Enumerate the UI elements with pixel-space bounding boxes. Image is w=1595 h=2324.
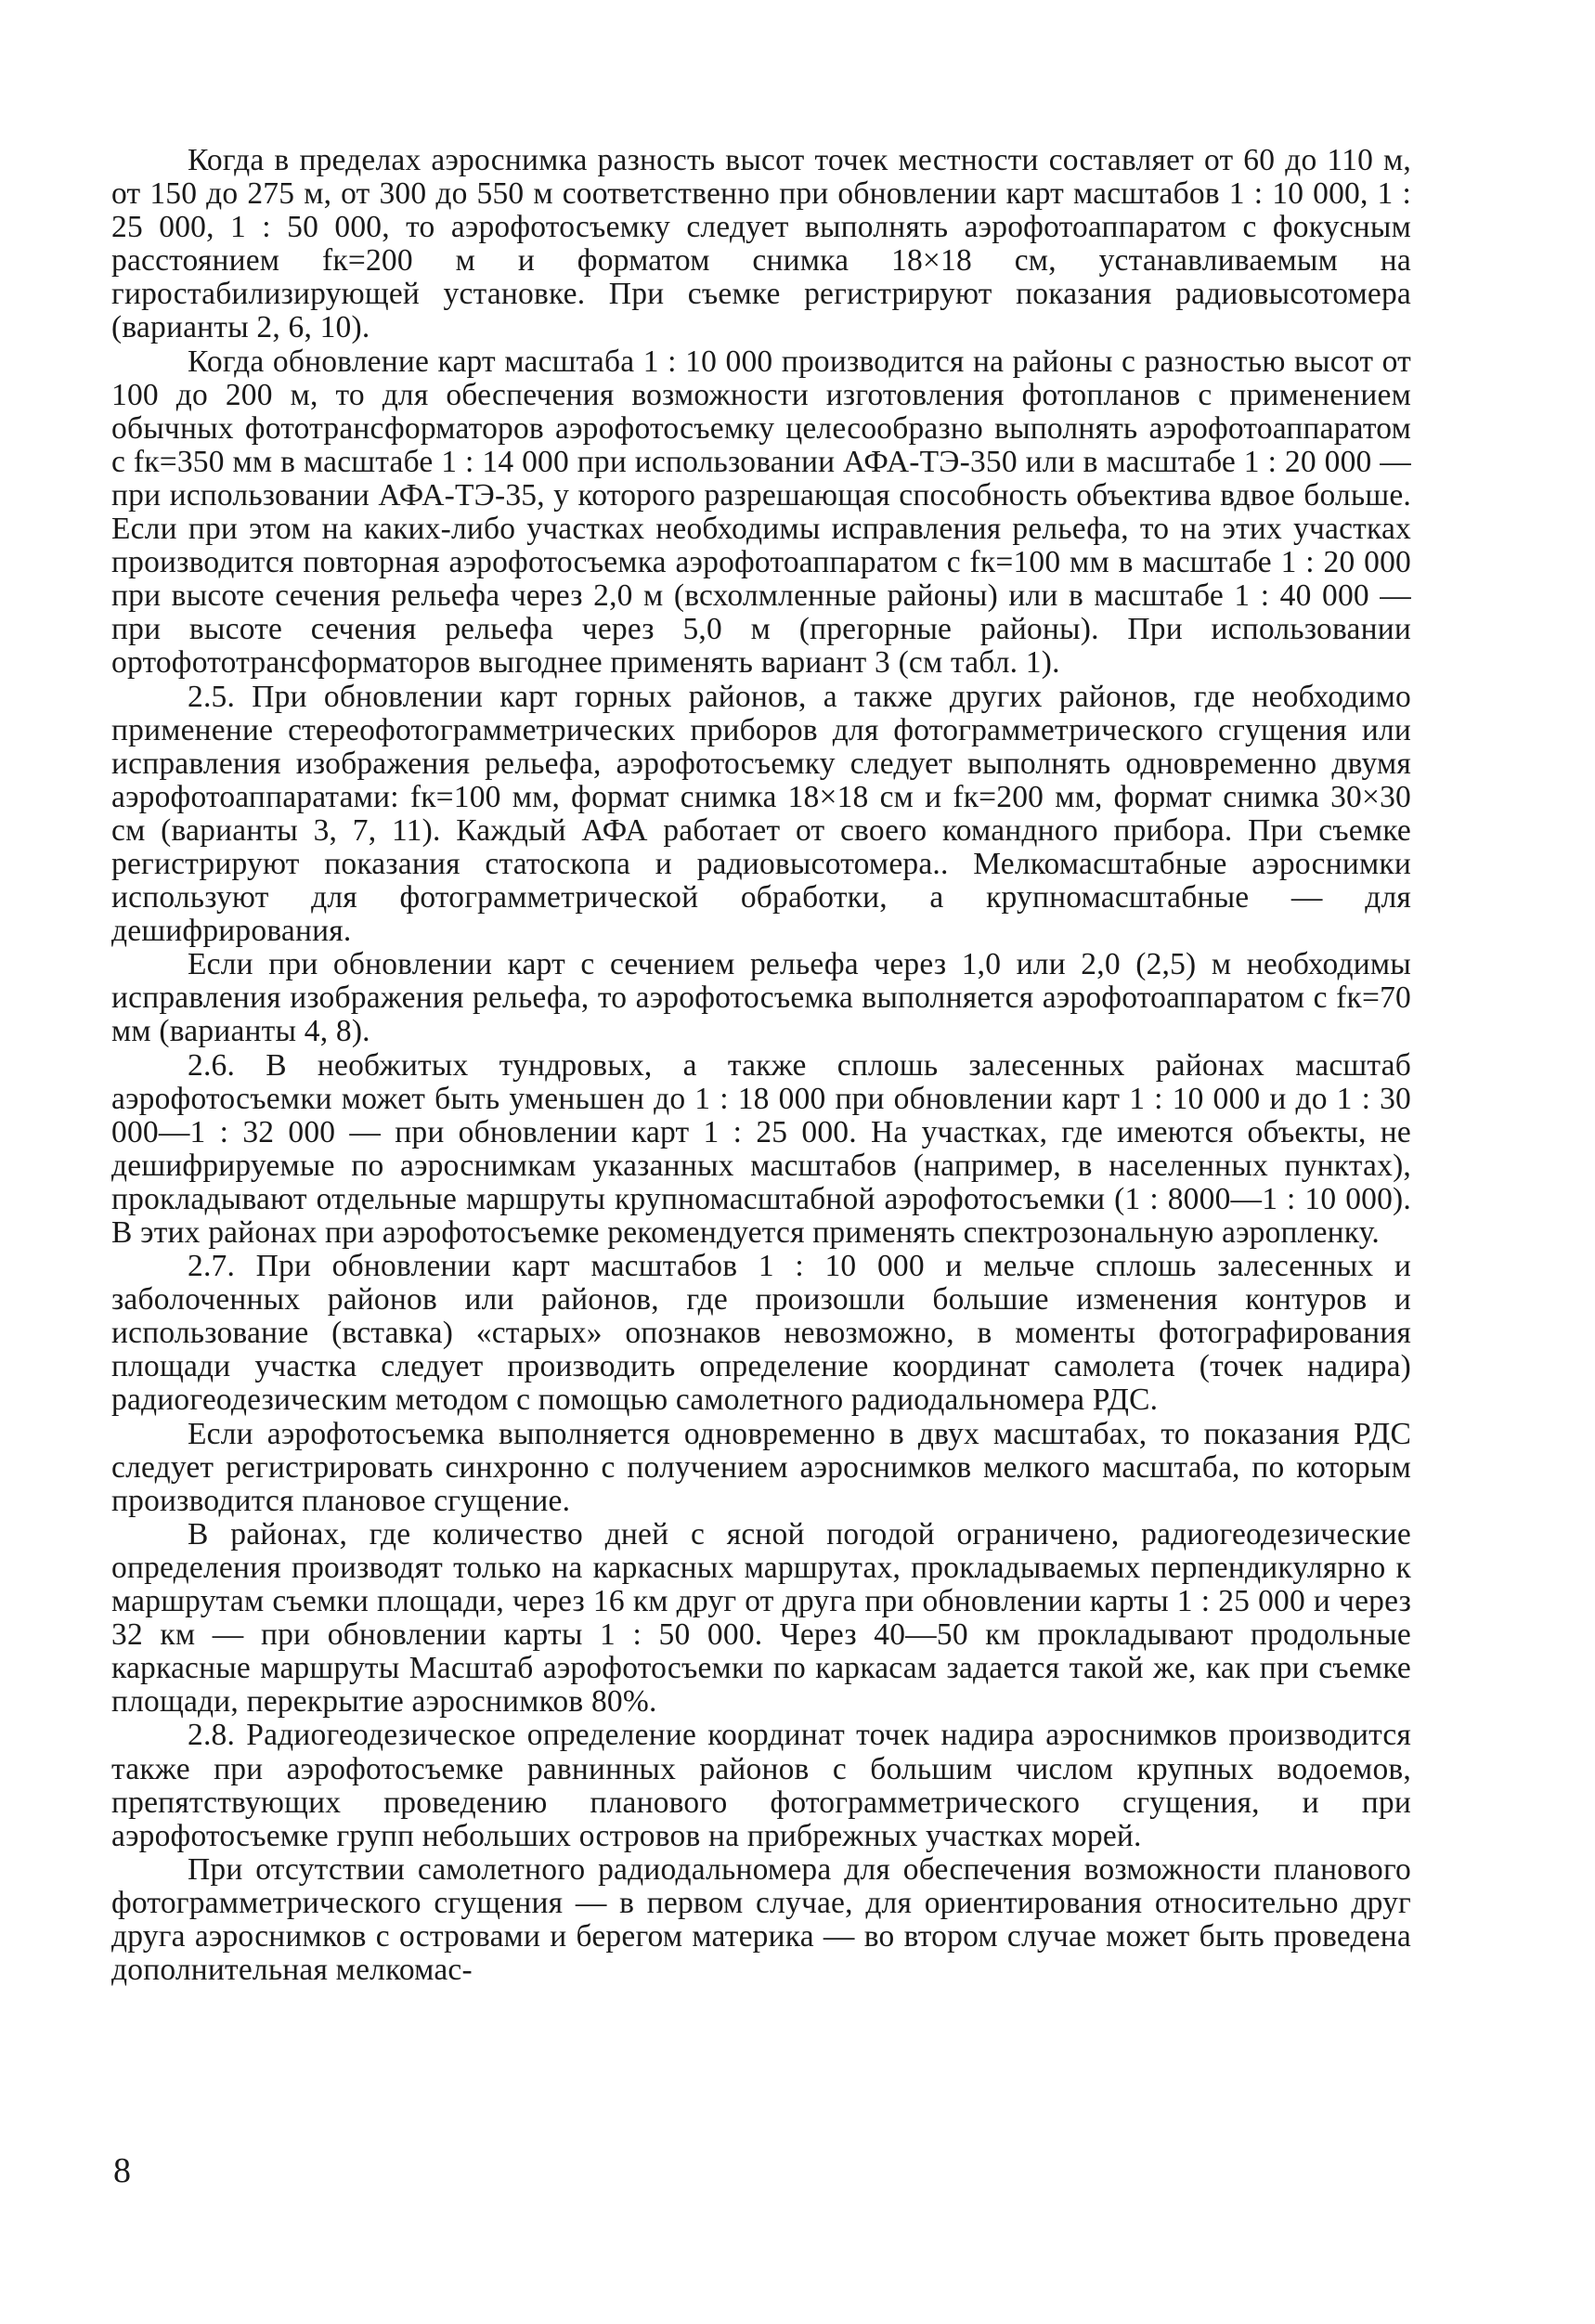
page-body [111,144,1411,1987]
paragraph-9: 2.8. Радиогеодезическое определение координат точек надира аэроснимков производится также при аэрофотосъемке равнинных районов с большим числом крупных водоемов, препятствующих проведению планового фотограмметрического сгущения, и при аэрофотосъемке групп небольших островов на прибрежных участках морей. [111,1718,1411,1853]
paragraph-4: Если при обновлении карт с сечением рельефа через 1,0 или 2,0 (2,5) м необходимы исправления изображения рельефа, то аэрофотосъемка выполняется аэрофотоаппаратом с fк=70 мм (варианты 4, 8). [111,947,1411,1049]
paragraph-2: Когда обновление карт масштаба 1 : 10 000 производится на районы с разностью высот от 100 до 200 м, то для обеспечения возможности изготовления фотопланов с применением обычных фототрансформаторов аэрофотосъемку целесообразно выполнять аэрофотоаппаратом с fк=350 мм в масштабе 1 : 14 000 при использовании АФА-ТЭ-350 или в масштабе 1 : 20 000 — при использовании АФА-ТЭ-35, у которого разрешающая способность объектива вдвое больше. Если при этом на каких-либо участках необходимы исправления рельефа, то на этих участках производится повторная аэрофотосъемка аэрофотоаппаратом с fк=100 мм в масштабе 1 : 20 000 при высоте сечения рельефа через 2,0 м (всхолмленные районы) или в масштабе 1 : 40 000 — при высоте сечения рельефа через 5,0 м (прегорные районы). При использовании ортофототрансформаторов выгоднее применять вариант 3 (см табл. 1). [111,344,1411,681]
paragraph-5: 2.6. В необжитых тундровых, а также сплошь залесенных районах масштаб аэрофотосъемки может быть уменьшен до 1 : 18 000 при обновлении карт 1 : 10 000 и до 1 : 30 000—1 : 32 000 — при обновлении карт 1 : 25 000. На участках, где имеются объекты, не дешифрируемые по аэроснимкам указанных масштабов (например, в населенных пунктах), прокладывают отдельные маршруты крупномасштабной аэрофотосъемки (1 : 8000—1 : 10 000). В этих районах при аэрофотосъемке рекомендуется применять спектрозональную аэропленку. [111,1047,1411,1250]
paragraph-7: Если аэрофотосъемка выполняется одновременно в двух масштабах, то показания РДС следует регистрировать синхронно с получением аэроснимков мелкого масштаба, по которым производится плановое сгущение. [111,1416,1411,1518]
paragraph-1: Когда в пределах аэроснимка разность высот точек местности составляет от 60 до 110 м, от 150 до 275 м, от 300 до 550 м соответственно при обновлении карт масштабов 1 : 10 000, 1 : 25 000, 1 : 50 000, то аэрофотосъемку следует выполнять аэрофотоаппаратом с фокусным расстоянием fк=200 м и форматом снимка 18×18 см, устанавливаемым на гиростабилизирующей установке. При съемке регистрируют показания радиовысотомера (варианты 2, 6, 10). [111,143,1411,345]
paragraph-10: При отсутствии самолетного радиодальномера для обеспечения возможности планового фотограмметрического сгущения — в первом случае, для ориентирования относительно друг друга аэроснимков с островами и берегом материка — во втором случае может быть проведена дополнительная мелкомас- [111,1851,1411,1988]
page-number: 8 [113,2151,131,2190]
paragraph-3: 2.5. При обновлении карт горных районов, а также других районов, где необходимо применение стереофотограмметрических приборов для фотограмметрического сгущения или исправления изображения рельефа, аэрофотосъемку следует выполнять одновременно двумя аэрофотоаппаратами: fк=100 мм, формат снимка 18×18 см и fк=200 мм, формат снимка 30×30 см (варианты 3, 7, 11). Каждый АФА работает от своего командного прибора. При съемке регистрируют показания статоскопа и радиовысотомера.. Мелкомасштабные аэроснимки используют для фотограмметрической обработки, а крупномасштабные — для дешифрирования. [111,679,1411,949]
paragraph-8: В районах, где количество дней с ясной погодой ограничено, радиогеодезические определения производят только на каркасных маршрутах, прокладываемых перпендикулярно к маршрутам съемки площади, через 16 км друг от друга при обновлении карты 1 : 25 000 и через 32 км — при обновлении карты 1 : 50 000. Через 40—50 км прокладывают продольные каркасные маршруты Масштаб аэрофотосъемки по каркасам задается такой же, как при съемке площади, перекрытие аэроснимков 80%. [111,1516,1411,1720]
paragraph-6: 2.7. При обновлении карт масштабов 1 : 10 000 и мельче сплошь залесенных и заболоченных районов или районов, где произошли большие изменения контуров и использование (вставка) «старых» опознаков невозможно, в моменты фотографирования площади участка следует производить определение координат самолета (точек надира) радиогеодезическим методом с помощью самолетного радиодальномера РДС. [111,1249,1411,1418]
